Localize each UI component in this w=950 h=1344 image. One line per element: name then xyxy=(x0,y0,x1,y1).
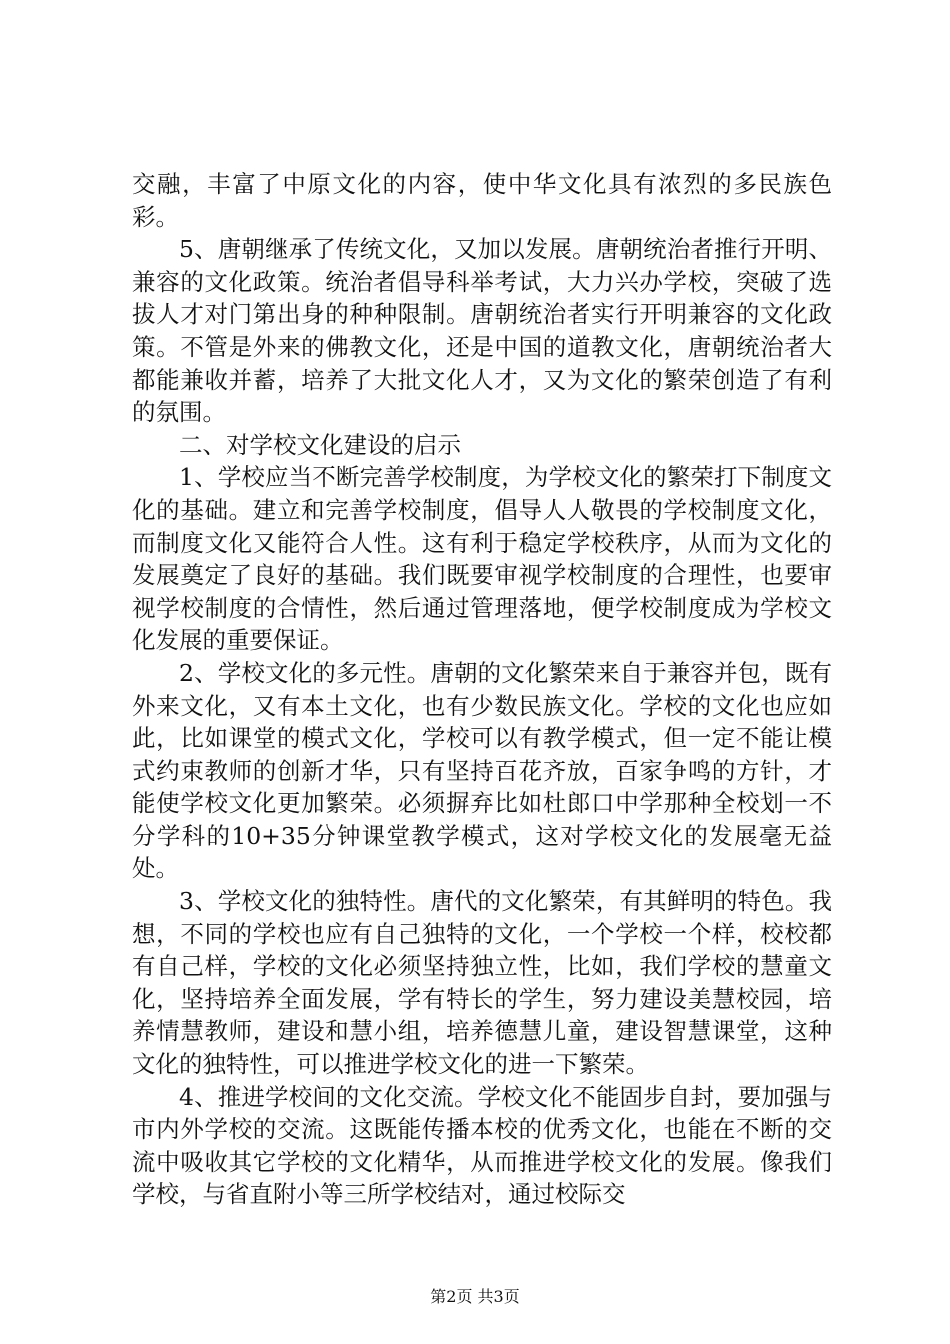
paragraph-tang-culture-5: 5、唐朝继承了传统文化，又加以发展。唐朝统治者推行开明、兼容的文化政策。统治者倡导科举考试，大力兴办学校，突破了选拔人才对门第出身的种种限制。唐朝统治者实行开明兼容的文化政策。不管是外来的佛教文化，还是中国的道教文化，唐朝统治者大都能兼收并蓄，培养了大批文化人才，又为文化的繁荣创造了有利的氛围。 xyxy=(132,235,832,427)
paragraph-school-system-1: 1、学校应当不断完善学校制度，为学校文化的繁荣打下制度文化的基础。建立和完善学校制度，倡导人人敬畏的学校制度文化，而制度文化又能符合人性。这有利于稳定学校秩序，从而为文化的发展奠定了良好的基础。我们既要审视学校制度的合理性，也要审视学校制度的合情性，然后通过管理落地，便学校制度成为学校文化发展的重要保证。 xyxy=(132,463,832,655)
document-body xyxy=(132,168,832,1211)
page-number-footer: 第2页 共3页 xyxy=(430,1287,520,1306)
paragraph-continuation: 交融，丰富了中原文化的内容，使中华文化具有浓烈的多民族色彩。 xyxy=(132,170,832,231)
section-heading-2: 二、对学校文化建设的启示 xyxy=(179,430,461,459)
paragraph-uniqueness-3: 3、学校文化的独特性。唐代的文化繁荣，有其鲜明的特色。我想，不同的学校也应有自己独特的文化，一个学校一个样，校校都有自己样，学校的文化必须坚持独立性，比如，我们学校的慧童文化，坚持培养全面发展，学有特长的学生，努力建设美慧校园，培养情慧教师，建设和慧小组，培养德慧儿童，建设智慧课堂，这种文化的独特性，可以推进学校文化的进一下繁荣。 xyxy=(132,887,832,1079)
paragraph-diversity-2: 2、学校文化的多元性。唐朝的文化繁荣来自于兼容并包，既有外来文化，又有本土文化，也有少数民族文化。学校的文化也应如此，比如课堂的模式文化，学校可以有教学模式，但一定不能让模式约束教师的创新才华，只有坚持百花齐放，百家争鸣的方针，才能使学校文化更加繁荣。必须摒弃比如杜郎口中学那种全校划一不分学科的10+35分钟课堂教学模式，这对学校文化的发展毫无益处。 xyxy=(132,658,832,883)
paragraph-exchange-4: 4、推进学校间的文化交流。学校文化不能固步自封，要加强与市内外学校的交流。这既能传播本校的优秀文化，也能在不断的交流中吸收其它学校的文化精华，从而推进学校文化的发展。像我们学校，与省直附小等三所学校结对，通过校际交 xyxy=(132,1082,832,1209)
